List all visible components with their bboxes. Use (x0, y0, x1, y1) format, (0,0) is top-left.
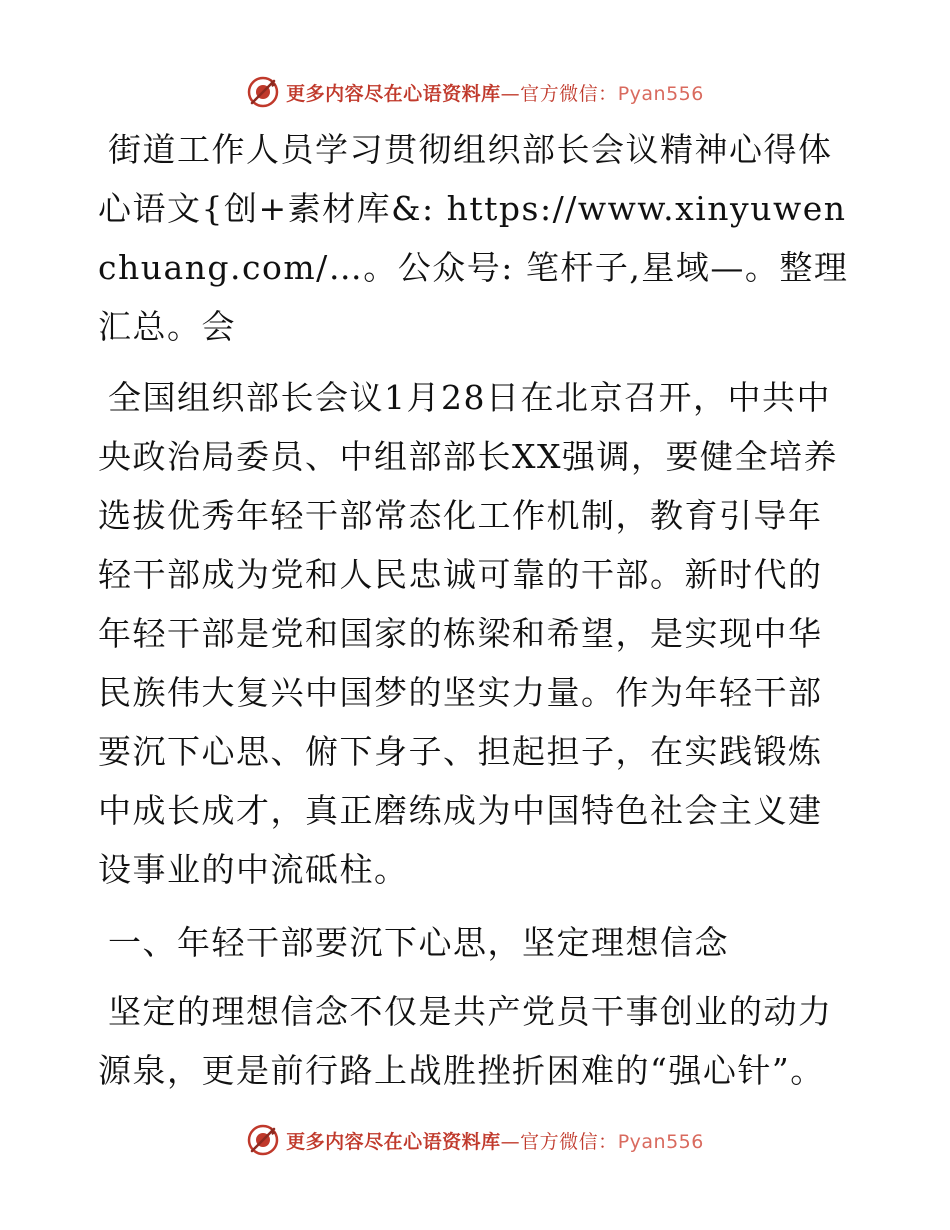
paragraph-intro: 全国组织部长会议1月28日在北京召开，中共中央政治局委员、中组部部长XX强调，要健全培养选拔优秀年轻干部常态化工作机制，教育引导年轻干部成为党和人民忠诚可靠的干部。新时代的年轻干部是党和国家的栋梁和希望，是实现中华民族伟大复兴中国梦的坚实力量。作为年轻干部要沉下心思、俯下身子、担起担子，在实践锻炼中成长成才，真正磨练成为中国特色社会主义建设事业的中流砥柱。 (98, 378, 838, 889)
watermark-text (286, 1127, 704, 1154)
watermark-site: 更多内容尽在心语资料库 (286, 1130, 501, 1153)
footer-watermark-banner (0, 1120, 950, 1160)
section-heading-1: 一、年轻干部要沉下心思，坚定理想信念 (108, 923, 729, 962)
watermark-text (286, 79, 704, 106)
paragraph-section-1: 坚定的理想信念不仅是共产党员干事创业的动力源泉，更是前行路上战胜挫折困难的“强心针”。 (98, 992, 833, 1090)
quill-logo-icon (246, 75, 280, 109)
watermark-wechat-label: 官方微信： (520, 1130, 618, 1153)
watermark-dash: — (500, 1130, 521, 1153)
watermark-wechat-id: Pyan556 (617, 82, 704, 105)
document-title: 街道工作人员学习贯彻组织部长会议精神心得体心语文{创+素材库&: https://www.xinyuwenchuang.com/…。公众号: 笔杆子,星域—。整理汇总。会 (98, 130, 849, 346)
document-body (98, 120, 853, 1114)
watermark-dash: — (500, 82, 521, 105)
quill-logo-icon (246, 1123, 280, 1157)
watermark-site: 更多内容尽在心语资料库 (286, 82, 501, 105)
header-watermark-banner (0, 72, 950, 112)
watermark-wechat-label: 官方微信： (520, 82, 618, 105)
watermark-wechat-id: Pyan556 (617, 1130, 704, 1153)
